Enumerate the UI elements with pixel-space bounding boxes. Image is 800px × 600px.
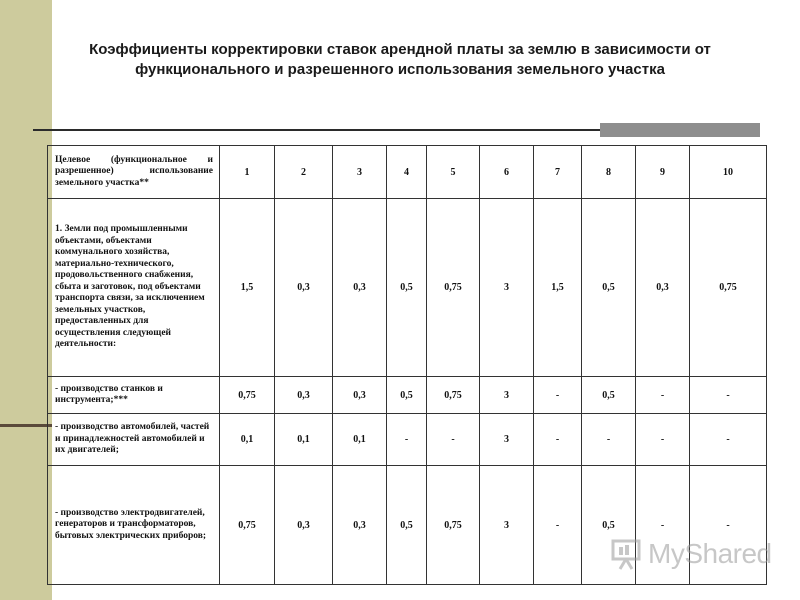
header-col-9: 9 <box>636 146 690 199</box>
table-cell: - <box>636 414 690 466</box>
table-cell: 0,5 <box>582 466 636 585</box>
table-cell: - <box>582 414 636 466</box>
table-row <box>48 199 767 377</box>
left-accent-rule <box>0 424 52 427</box>
table-cell: 0,3 <box>275 199 333 377</box>
table-cell: 0,1 <box>220 414 275 466</box>
table-cell: 1,5 <box>220 199 275 377</box>
header-col-1: 1 <box>220 146 275 199</box>
row-label: - производство автомобилей, частей и принадлежностей автомобилей и их двигателей; <box>48 414 220 466</box>
header-col-8: 8 <box>582 146 636 199</box>
table-cell: 0,3 <box>333 199 387 377</box>
table-cell: 3 <box>480 377 534 414</box>
header-col-4: 4 <box>387 146 427 199</box>
table-cell: - <box>534 466 582 585</box>
row-label: - производство станков и инструмента;*** <box>48 377 220 414</box>
table-cell: 0,1 <box>275 414 333 466</box>
table-cell: 0,3 <box>275 377 333 414</box>
table-cell: - <box>534 377 582 414</box>
header-col-2: 2 <box>275 146 333 199</box>
table-cell: 0,3 <box>275 466 333 585</box>
header-col-6: 6 <box>480 146 534 199</box>
table-header-row <box>48 146 767 199</box>
title-line-2: функционального и разрешенного использования земельного участка <box>135 61 665 78</box>
row-label: - производство электродвигателей, генераторов и трансформаторов, бытовых электрических приборов; <box>48 466 220 585</box>
table-cell: 0,75 <box>427 377 480 414</box>
table-cell: 1,5 <box>534 199 582 377</box>
table-cell: 0,5 <box>387 377 427 414</box>
table-cell: 0,3 <box>333 377 387 414</box>
title-line-1: Коэффициенты корректировки ставок арендной платы за землю в зависимости от <box>89 41 711 58</box>
divider-accent-block <box>600 123 760 137</box>
header-col-3: 3 <box>333 146 387 199</box>
table-cell: 0,75 <box>220 377 275 414</box>
table-cell: 0,5 <box>582 377 636 414</box>
table-cell: 3 <box>480 466 534 585</box>
watermark-text: MyShared <box>648 538 772 569</box>
table-cell: - <box>534 414 582 466</box>
table-cell: 0,5 <box>582 199 636 377</box>
header-col-5: 5 <box>427 146 480 199</box>
table-cell: 3 <box>480 199 534 377</box>
coefficients-table <box>47 145 767 585</box>
row-label: 1. Земли под промышленными объектами, объектами коммунального хозяйства, материально-технического, продовольственного снабжения, сбыта и заготовок, под объектами транспорта связи, за исключением земельных участков, предоставленных для осуществления следующей деятельности: <box>48 199 220 377</box>
table-cell: - <box>690 466 767 585</box>
table-cell: 3 <box>480 414 534 466</box>
table-cell: 0,3 <box>333 466 387 585</box>
watermark <box>610 537 772 571</box>
table-cell: 0,75 <box>427 466 480 585</box>
table-cell: - <box>690 377 767 414</box>
table-cell: 0,1 <box>333 414 387 466</box>
table-cell: 0,75 <box>427 199 480 377</box>
table-cell: 0,75 <box>220 466 275 585</box>
header-label-cell: Целевое (функциональное и разрешенное) использование земельного участка** <box>48 146 220 199</box>
table-cell: 0,3 <box>636 199 690 377</box>
header-col-7: 7 <box>534 146 582 199</box>
page-title <box>60 40 740 80</box>
table-cell: - <box>387 414 427 466</box>
left-decor-bar <box>0 0 52 600</box>
table-cell: - <box>636 466 690 585</box>
header-col-10: 10 <box>690 146 767 199</box>
table-row <box>48 414 767 466</box>
table-cell: 0,5 <box>387 199 427 377</box>
table-row <box>48 377 767 414</box>
table-cell: 0,75 <box>690 199 767 377</box>
table-cell: 0,5 <box>387 466 427 585</box>
table-cell: - <box>636 377 690 414</box>
table-cell: - <box>427 414 480 466</box>
table-cell: - <box>690 414 767 466</box>
presentation-board-icon <box>610 537 644 571</box>
